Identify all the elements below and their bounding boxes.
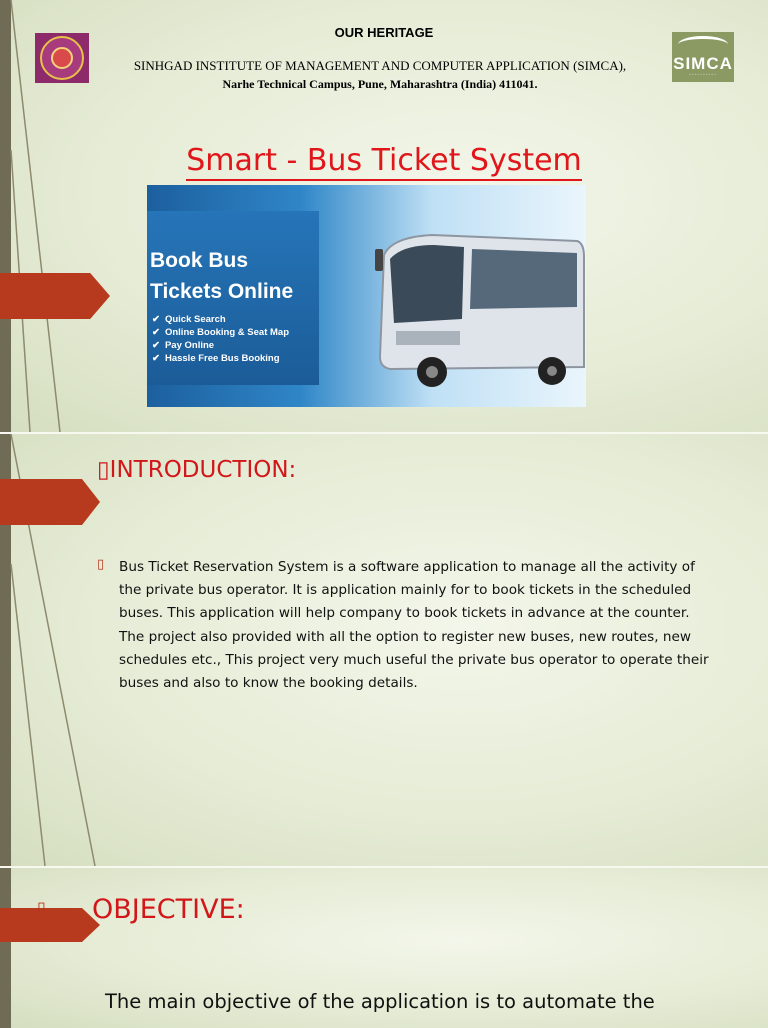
banner-feature: ✔ Online Booking & Seat Map <box>152 327 290 338</box>
introduction-heading: ▯INTRODUCTION: <box>97 457 297 483</box>
slide-objective <box>0 868 768 1028</box>
objective-heading: OBJECTIVE: <box>92 894 245 925</box>
bullet-icon: ▯ <box>97 557 105 572</box>
institute-name: SINHGAD INSTITUTE OF MANAGEMENT AND COMPUTER APPLICATION (SIMCA), <box>133 58 627 73</box>
bus-banner-image <box>147 185 586 407</box>
slide-introduction <box>0 434 768 866</box>
banner-heading: Book Bus Tickets Online <box>150 249 294 303</box>
arrow-decoration <box>0 273 110 319</box>
objective-text: The main objective of the application is to automate the <box>105 990 655 1013</box>
bus-icon <box>372 207 586 387</box>
arrow-decoration <box>0 479 100 525</box>
banner-feature: ✔ Pay Online <box>152 340 215 351</box>
heritage-heading: OUR HERITAGE <box>334 25 434 40</box>
banner-feature: ✔ Quick Search <box>152 314 226 325</box>
banner-feature-list <box>152 313 289 365</box>
slide-title <box>0 0 768 432</box>
banner-feature: ✔ Hassle Free Bus Booking <box>152 353 280 364</box>
simca-logo: SIMCA ◦◦◦◦◦◦◦◦◦◦ <box>672 32 734 82</box>
left-edge-bar <box>0 868 11 1028</box>
arrow-decoration <box>0 908 100 942</box>
institute-address: Narhe Technical Campus, Pune, Maharashtra (India) 411041. <box>222 77 538 91</box>
introduction-paragraph: Bus Ticket Reservation System is a software application to manage all the activity of the private bus operator. It is application mainly for to book tickets in the scheduled buses. This application will help company to book tickets in advance at the counter. The project also provided with all the option to register new buses, new routes, new schedules etc., This project very much useful the private bus operator to operate their buses and also to know the booking details. <box>119 559 709 692</box>
slide-title-text: Smart - Bus Ticket System <box>0 143 768 178</box>
simca-logo-text: SIMCA <box>673 54 733 73</box>
bullet-icon: ▯ <box>37 898 46 917</box>
